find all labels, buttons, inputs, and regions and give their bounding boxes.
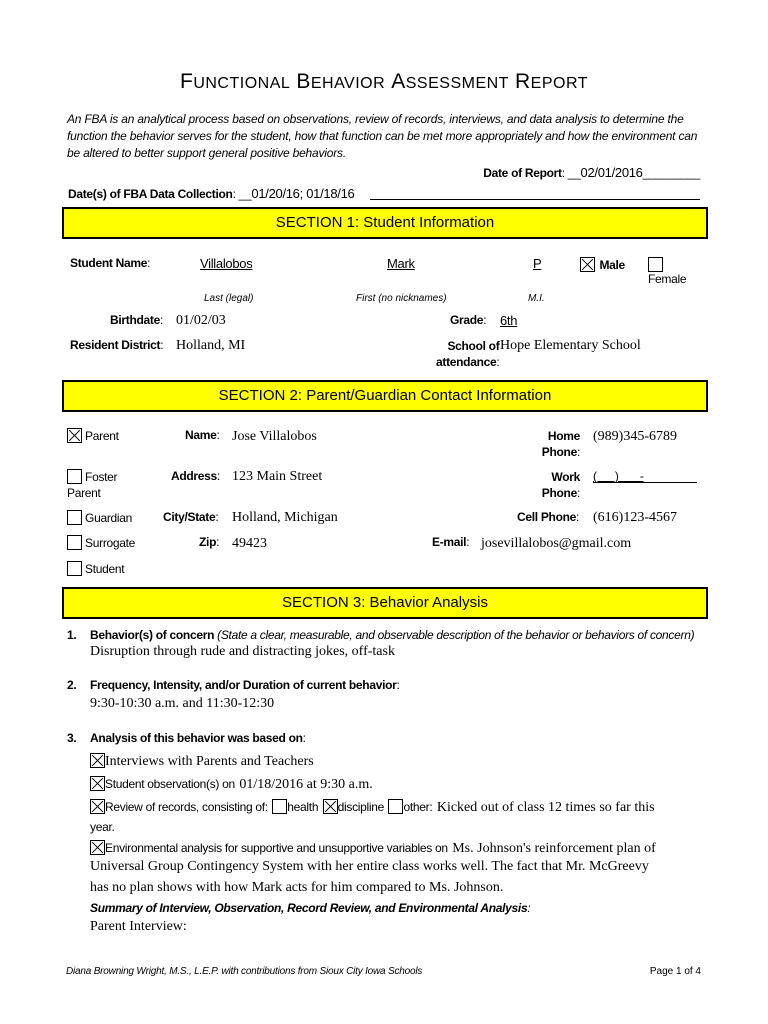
email-value[interactable]: josevillalobos@gmail.com xyxy=(481,536,632,551)
data-collection-dates: Date(s) of FBA Data Collection: __01/20/16; 01/18/16 xyxy=(68,186,355,201)
environmental-row: Environmental analysis for supportive and unsupportive variables on Ms. Johnson's reinforcement plan of xyxy=(90,839,656,857)
q3-label: Analysis of this behavior was based on: xyxy=(90,731,306,745)
work-phone-line xyxy=(593,482,697,483)
student-middle-initial[interactable]: P xyxy=(533,256,542,271)
other-continuation: year. xyxy=(90,820,115,834)
q2-answer[interactable]: 9:30-10:30 a.m. and 11:30-12:30 xyxy=(90,696,275,711)
surrogate-checkbox[interactable] xyxy=(67,535,82,550)
interviews-row: Interviews with Parents and Teachers xyxy=(90,752,314,770)
page-number: Page 1 of 4 xyxy=(649,966,701,977)
school-value[interactable]: Hope Elementary School xyxy=(500,338,641,353)
student-last-name[interactable]: Villalobos xyxy=(200,256,253,271)
q1-number: 1. xyxy=(67,628,77,642)
other-checkbox[interactable] xyxy=(388,799,403,814)
first-caption: First (no nicknames) xyxy=(356,293,447,304)
observation-value[interactable]: 01/18/2016 at 9:30 a.m. xyxy=(239,777,373,792)
male-checkbox[interactable] xyxy=(580,257,595,272)
q2-number: 2. xyxy=(67,678,77,692)
section-1-header: SECTION 1: Student Information xyxy=(62,207,708,239)
address-label: Address: xyxy=(171,469,220,483)
interviews-checkbox[interactable] xyxy=(90,753,105,768)
male-label: Male xyxy=(599,258,625,272)
cell-phone-label: Cell Phone: xyxy=(517,510,580,524)
q1-label: Behavior(s) of concern (State a clear, measurable, and observable description of the behavior or behaviors of concern) xyxy=(90,628,695,642)
health-checkbox[interactable] xyxy=(272,799,287,814)
work-phone-label: Work Phone: xyxy=(541,470,580,500)
male-checkbox-group xyxy=(580,256,625,274)
last-caption: Last (legal) xyxy=(204,293,254,304)
address-value[interactable]: 123 Main Street xyxy=(232,469,323,484)
page-title: FUNCTIONAL BEHAVIOR ASSESSMENT REPORT xyxy=(179,70,588,93)
citystate-value[interactable]: Holland, Michigan xyxy=(232,510,338,525)
email-label: E-mail: xyxy=(432,535,470,549)
school-label: School of attendance: xyxy=(436,339,500,369)
observation-checkbox[interactable] xyxy=(90,776,105,791)
grade-value[interactable]: 6th xyxy=(500,313,518,328)
student-name-label: Student Name: xyxy=(70,256,151,270)
grade-label: Grade: xyxy=(450,313,487,327)
intro-paragraph: An FBA is an analytical process based on observations, review of records, interviews, and data analysis to determine the function the behavior serves for the student, how that function can be met more appropriately and how the environment can be altered to better support general positive behaviors. xyxy=(67,112,698,160)
environmental-checkbox[interactable] xyxy=(90,840,105,855)
foster-role: Foster Parent xyxy=(67,470,118,500)
citystate-label: City/State: xyxy=(163,510,219,524)
surrogate-role: Surrogate xyxy=(67,535,135,550)
date-of-report-value[interactable]: 02/01/2016 xyxy=(580,165,643,180)
observation-row: Student observation(s) on 01/18/2016 at 9:30 a.m. xyxy=(90,775,373,793)
work-phone-value[interactable]: ( ) - xyxy=(593,469,644,483)
q1-answer[interactable]: Disruption through rude and distracting jokes, off-task xyxy=(90,644,395,659)
data-collection-line xyxy=(370,199,700,200)
q2-label: Frequency, Intensity, and/or Duration of current behavior: xyxy=(90,678,400,692)
parent-checkbox[interactable] xyxy=(67,428,82,443)
name-label: Name: xyxy=(185,428,220,442)
guardian-role: Guardian xyxy=(67,510,132,525)
foster-checkbox[interactable] xyxy=(67,469,82,484)
environmental-text-2: Universal Group Contingency System with her entire class works well. The fact that Mr. McGreevy xyxy=(90,859,649,874)
district-value[interactable]: Holland, MI xyxy=(176,338,246,353)
other-value[interactable]: Kicked out of class 12 times so far this xyxy=(436,800,655,815)
birthdate-label: Birthdate: xyxy=(110,313,164,327)
student-role: Student xyxy=(67,561,124,576)
student-checkbox[interactable] xyxy=(67,561,82,576)
home-phone-label: Home Phone: xyxy=(541,429,580,459)
q3-number: 3. xyxy=(67,731,77,745)
guardian-checkbox[interactable] xyxy=(67,510,82,525)
summary-label: Summary of Interview, Observation, Record Review, and Environmental Analysis: xyxy=(90,901,531,915)
home-phone-value[interactable]: (989)345-6789 xyxy=(593,429,677,444)
birthdate-value[interactable]: 01/02/03 xyxy=(176,313,226,328)
footer-credit: Diana Browning Wright, M.S., L.E.P. with contributions from Sioux City Iowa Schools xyxy=(66,966,423,977)
cell-phone-value[interactable]: (616)123-4567 xyxy=(593,510,677,525)
section-2-header: SECTION 2: Parent/Guardian Contact Information xyxy=(62,380,708,412)
student-first-name[interactable]: Mark xyxy=(387,256,415,271)
zip-value[interactable]: 49423 xyxy=(232,536,267,551)
mi-caption: M.I. xyxy=(528,293,545,304)
discipline-checkbox[interactable] xyxy=(323,799,338,814)
district-label: Resident District: xyxy=(70,338,164,352)
parent-role: Parent xyxy=(67,428,119,443)
parent-name-value[interactable]: Jose Villalobos xyxy=(232,429,317,444)
data-collection-value[interactable]: 01/20/16; 01/18/16 xyxy=(251,186,355,201)
date-of-report: Date of Report: __02/01/2016_________ xyxy=(483,165,700,180)
zip-label: Zip: xyxy=(199,535,220,549)
section-3-header: SECTION 3: Behavior Analysis xyxy=(62,587,708,619)
environmental-text-3: has no plan shows with how Mark acts for him compared to Ms. Johnson. xyxy=(90,880,504,895)
records-row: Review of records, consisting of: health discipline other: Kicked out of class 12 times so far this xyxy=(90,798,655,816)
records-checkbox[interactable] xyxy=(90,799,105,814)
parent-interview-label: Parent Interview: xyxy=(90,919,187,934)
female-label: Female xyxy=(648,272,687,286)
